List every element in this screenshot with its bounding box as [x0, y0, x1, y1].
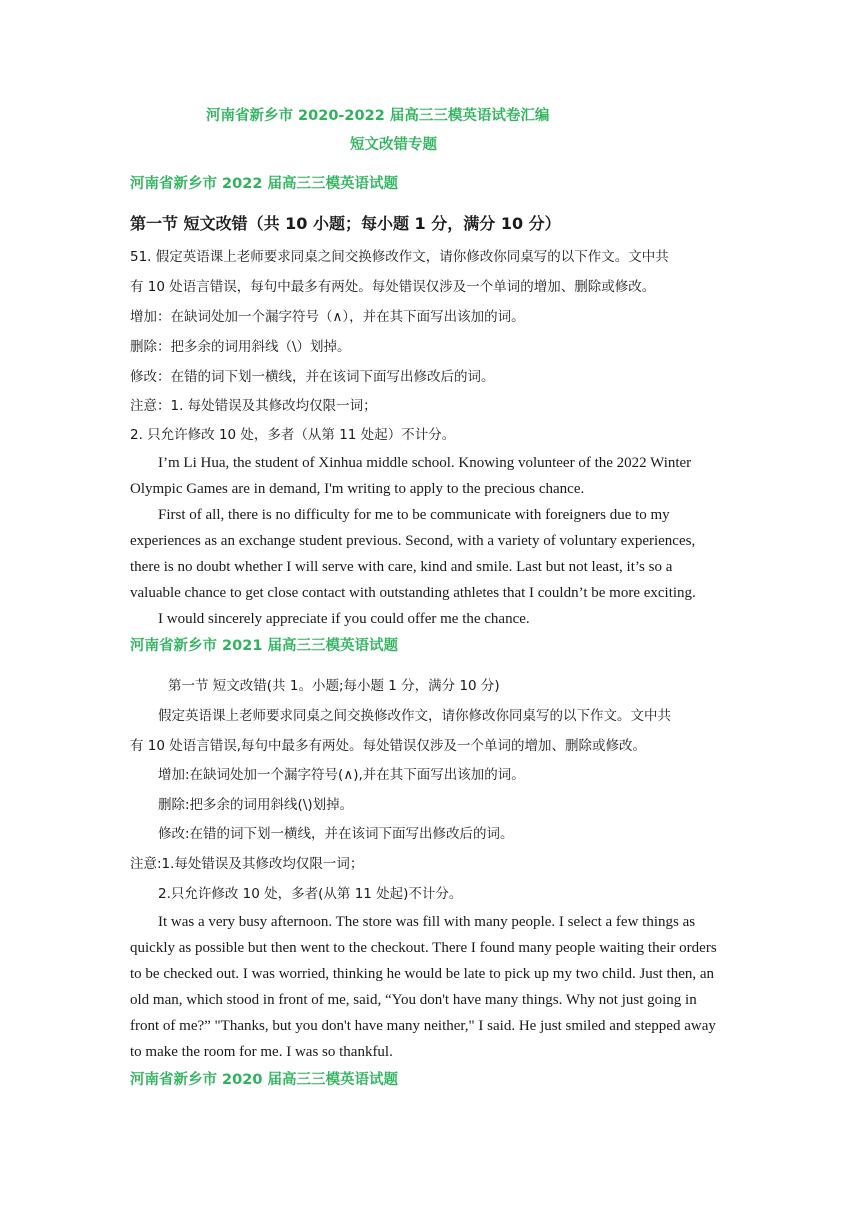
instruction-line: 2. 只允许修改 10 处，多者（从第 11 处起）不计分。 — [130, 427, 456, 443]
passage-line: I’m Li Hua, the student of Xinhua middle school. Knowing volunteer of the 2022 Winter — [158, 455, 692, 471]
passage-line: It was a very busy afternoon. The store was fill with many people. I select a few things as — [158, 914, 696, 930]
instruction-line: 2.只允许修改 10 处，多者(从第 11 处起)不计分。 — [158, 886, 463, 902]
instruction-line: 增加：在缺词处加一个漏字符号（∧），并在其下面写出该加的词。 — [130, 309, 525, 325]
instruction-line: 修改:在错的词下划一横线，并在该词下面写出修改后的词。 — [158, 826, 514, 842]
instruction-line: 删除：把多余的词用斜线（\）划掉。 — [130, 339, 351, 355]
instruction-line: 删除:把多余的词用斜线(\)划掉。 — [158, 797, 354, 813]
passage-line: there is no doubt whether I will serve with care, kind and smile. Last but not least, it’s so a — [130, 559, 673, 575]
instruction-line: 51. 假定英语课上老师要求同桌之间交换修改作文，请你修改你同桌写的以下作文。文中共 — [130, 249, 669, 265]
passage-line: to be checked out. I was worried, thinking he would be late to pick up my two child. Just then, an — [130, 966, 715, 982]
instruction-line: 注意:1.每处错误及其修改均仅限一词； — [130, 856, 364, 872]
passage-line: valuable chance to get close contact with outstanding athletes that I couldn’t be more exciting. — [130, 585, 696, 601]
document-title: 河南省新乡市 2020-2022 届高三三模英语试卷汇编 — [206, 108, 550, 124]
instruction-line: 修改：在错的词下划一横线，并在该词下面写出修改后的词。 — [130, 369, 495, 385]
passage-line: First of all, there is no difficulty for me to be communicate with foreigners due to my — [158, 507, 670, 523]
part-title-2022: 第一节 短文改错（共 10 小题；每小题 1 分，满分 10 分） — [130, 214, 561, 233]
part-title-2021: 第一节 短文改错(共 1。小题;每小题 1 分，满分 10 分) — [168, 678, 500, 694]
instruction-line: 有 10 处语言错误,每句中最多有两处。每处错误仅涉及一个单词的增加、删除或修改。 — [130, 738, 647, 754]
instruction-line: 有 10 处语言错误，每句中最多有两处。每处错误仅涉及一个单词的增加、删除或修改。 — [130, 279, 656, 295]
instruction-line: 注意：1. 每处错误及其修改均仅限一词； — [130, 398, 377, 414]
passage-line: quickly as possible but then went to the checkout. There I found many people waiting their orders — [130, 940, 717, 956]
section-heading-2020: 河南省新乡市 2020 届高三三模英语试题 — [130, 1072, 398, 1088]
passage-line: front of me?” "Thanks, but you don't have many neither," I said. He just smiled and stepped away — [130, 1018, 716, 1034]
instruction-line: 假定英语课上老师要求同桌之间交换修改作文，请你修改你同桌写的以下作文。文中共 — [158, 708, 671, 724]
passage-line: to make the room for me. I was so thankful. — [130, 1044, 393, 1060]
document-subtitle: 短文改错专题 — [350, 137, 437, 153]
passage-line: old man, which stood in front of me, said, “You don't have many things. Why not just going in — [130, 992, 697, 1008]
passage-line: experiences as an exchange student previous. Second, with a variety of voluntary experiences, — [130, 533, 696, 549]
instruction-line: 增加:在缺词处加一个漏字符号(∧),并在其下面写出该加的词。 — [158, 767, 525, 783]
section-heading-2021: 河南省新乡市 2021 届高三三模英语试题 — [130, 638, 398, 654]
passage-line: I would sincerely appreciate if you could offer me the chance. — [158, 611, 530, 627]
passage-line: Olympic Games are in demand, I'm writing to apply to the precious chance. — [130, 481, 585, 497]
section-heading-2022: 河南省新乡市 2022 届高三三模英语试题 — [130, 176, 398, 192]
